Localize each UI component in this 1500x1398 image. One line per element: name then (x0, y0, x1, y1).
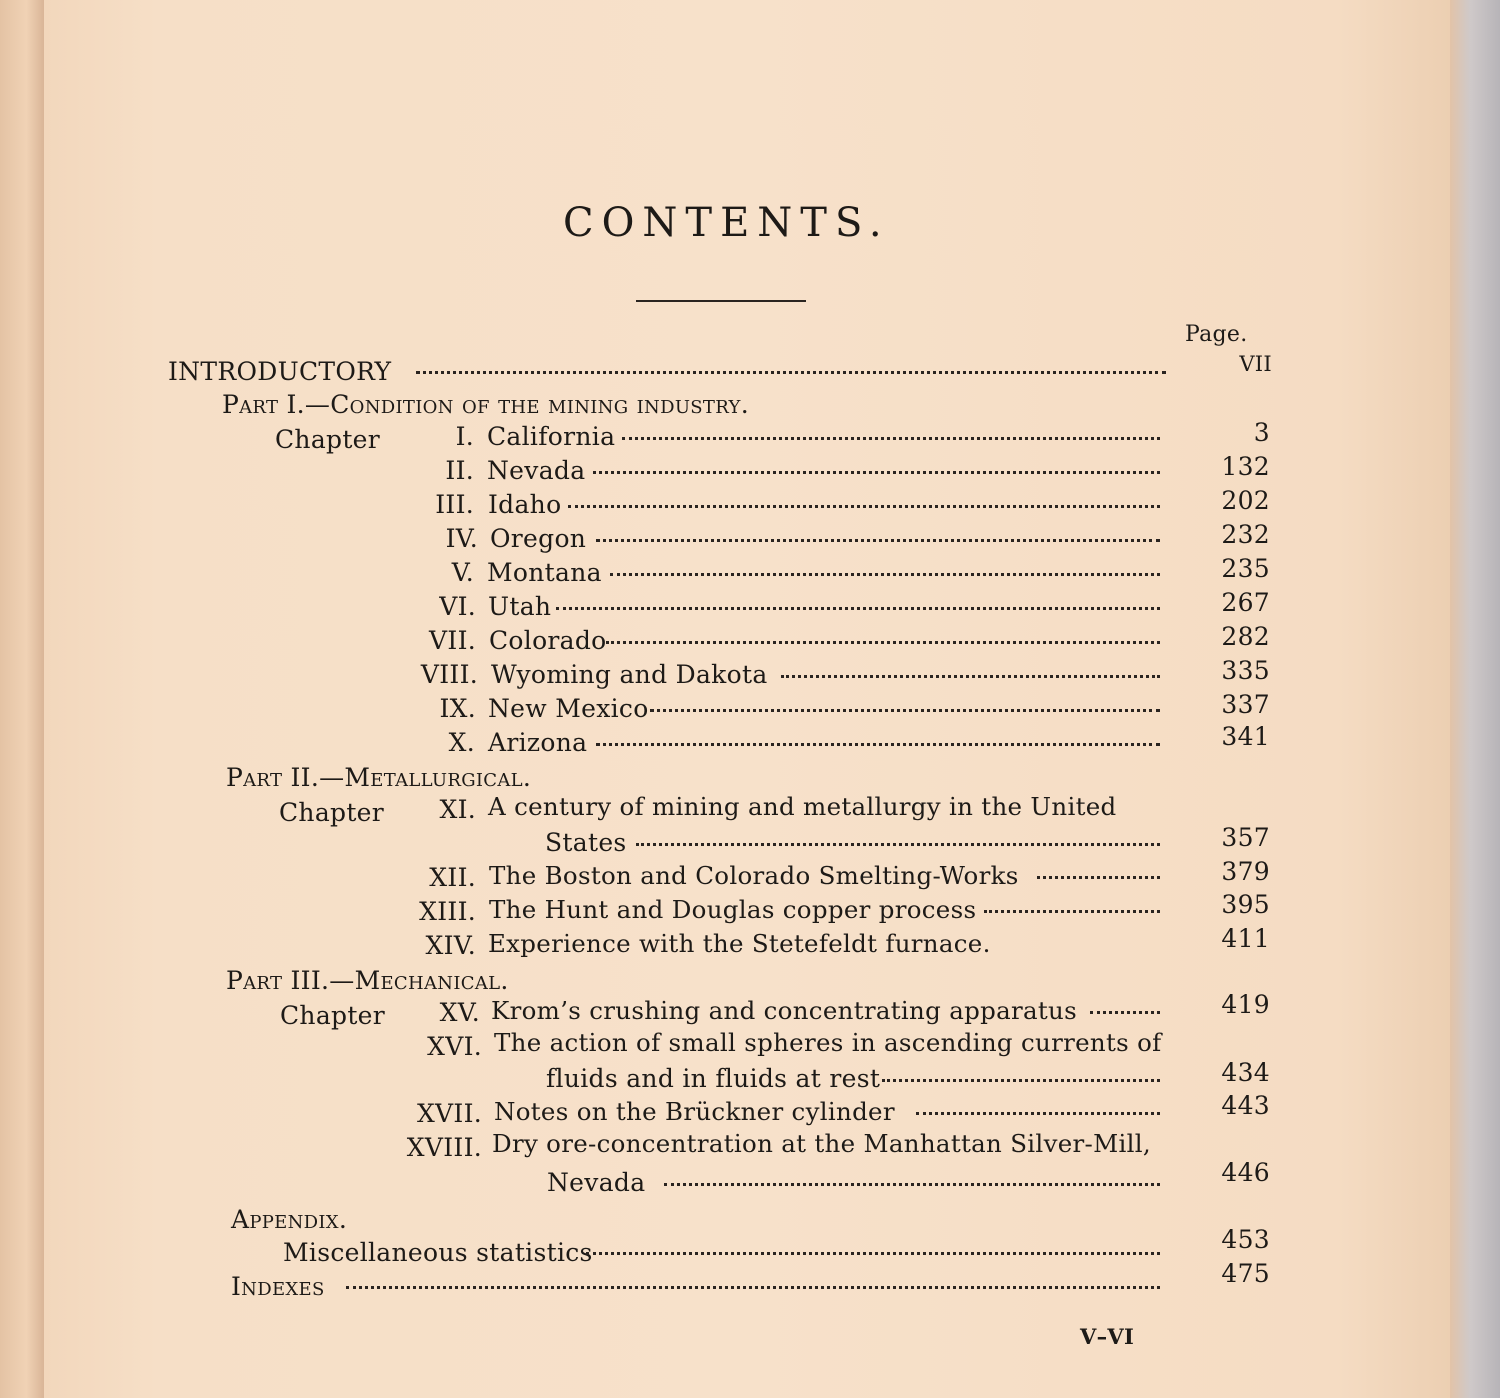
page-number: 202 (1221, 486, 1270, 515)
chapter-word: Chapter (275, 425, 381, 454)
page-number: 267 (1221, 588, 1270, 617)
chapter-number: III. (435, 490, 474, 519)
chapter-title: Utah (488, 592, 552, 621)
chapter-title: Notes on the Brückner cylinder (494, 1097, 895, 1126)
dot-leader (586, 1248, 1160, 1255)
chapter-number: XVII. (416, 1099, 482, 1128)
dot-leader (416, 367, 1166, 374)
page-column-header: Page. (1185, 322, 1248, 347)
page-number: 337 (1221, 690, 1270, 719)
book-gutter (0, 0, 44, 1398)
chapter-title: Colorado (489, 626, 607, 655)
page-number: 341 (1221, 722, 1270, 751)
chapter-title-line2: fluids and in fluids at rest (546, 1064, 881, 1093)
chapter-title: Idaho (488, 490, 562, 519)
page-number: 132 (1221, 452, 1270, 481)
page-number: 395 (1221, 890, 1270, 919)
part3-heading: Part III.—Mechanical. (226, 966, 509, 995)
dot-leader (346, 1282, 1160, 1289)
chapter-title: Experience with the Stetefeldt furnace. (488, 929, 991, 958)
chapter-number: XVI. (427, 1032, 482, 1061)
page-footer: V–VI (1080, 1324, 1135, 1349)
chapter-number: VI. (439, 592, 476, 621)
chapter-number: XI. (439, 795, 476, 824)
dot-leader (606, 637, 1160, 644)
dot-leader (593, 467, 1160, 474)
dot-leader (882, 1075, 1160, 1082)
dot-leader (916, 1108, 1160, 1115)
chapter-number: IX. (439, 694, 476, 723)
dot-leader (568, 501, 1160, 508)
page-number: 357 (1221, 823, 1270, 852)
chapter-title: The Boston and Colorado Smelting-Works (489, 861, 1019, 890)
dot-leader (622, 433, 1160, 440)
chapter-title-line1: Dry ore-concentration at the Manhattan Silver-Mill, (492, 1129, 1151, 1158)
chapter-word: Chapter (279, 798, 385, 827)
appendix-heading: Appendix. (231, 1205, 348, 1234)
chapter-number: XIII. (419, 897, 476, 926)
part1-heading: Part I.—Condition of the mining industry. (222, 390, 749, 419)
page-number: 235 (1221, 554, 1270, 583)
page-number: 453 (1221, 1225, 1270, 1254)
appendix-item: Miscellaneous statistics (283, 1238, 593, 1267)
page-number: 411 (1221, 924, 1270, 953)
chapter-number: XII. (429, 863, 476, 892)
chapter-title-line1: A century of mining and metallurgy in the United (488, 792, 1117, 821)
indexes-heading: Indexes (231, 1272, 325, 1301)
chapter-number: IV. (445, 524, 478, 553)
page-number: 282 (1221, 622, 1270, 651)
page-number: 434 (1221, 1058, 1270, 1087)
chapter-title: Krom’s crushing and concentrating apparatus (491, 996, 1077, 1025)
dot-leader (556, 603, 1160, 610)
chapter-title: Arizona (488, 728, 588, 757)
page-number: 379 (1221, 857, 1270, 886)
chapter-title: Wyoming and Dakota (491, 660, 768, 689)
dot-leader (596, 739, 1160, 746)
page-edge (1450, 0, 1500, 1398)
introductory-label: INTRODUCTORY (168, 357, 392, 386)
dot-leader (1090, 1007, 1160, 1014)
page-number: 335 (1221, 656, 1270, 685)
chapter-number: X. (448, 728, 475, 757)
dot-leader (984, 906, 1160, 913)
dot-leader (610, 569, 1160, 576)
dot-leader (1037, 872, 1160, 879)
chapter-title: Oregon (490, 524, 587, 553)
chapter-title: Nevada (487, 456, 586, 485)
chapter-title: California (487, 422, 616, 451)
chapter-title: New Mexico (488, 694, 649, 723)
chapter-title-line2: Nevada (547, 1168, 646, 1197)
dot-leader (781, 671, 1160, 678)
chapter-title-line1: The action of small spheres in ascending currents of (494, 1028, 1162, 1057)
chapter-number: V. (451, 558, 474, 587)
page-number: 443 (1221, 1091, 1270, 1120)
chapter-number: VII. (429, 626, 476, 655)
dot-leader (636, 839, 1160, 846)
chapter-number: VIII. (420, 660, 478, 689)
dot-leader (596, 535, 1160, 542)
chapter-number: I. (455, 422, 474, 451)
chapter-title: Montana (487, 558, 602, 587)
chapter-number: XVIII. (406, 1133, 482, 1162)
dot-leader (650, 705, 1160, 712)
page-number: 446 (1221, 1158, 1270, 1187)
chapter-number: XV. (439, 998, 480, 1027)
chapter-title-line2: States (545, 828, 627, 857)
page-number: 475 (1221, 1259, 1270, 1288)
page-title: CONTENTS. (563, 200, 890, 246)
page-number: 232 (1221, 520, 1270, 549)
page-number: 419 (1221, 990, 1270, 1019)
chapter-number: II. (445, 456, 474, 485)
chapter-word: Chapter (280, 1001, 386, 1030)
page-number: 3 (1253, 418, 1270, 447)
chapter-number: XIV. (425, 931, 476, 960)
part2-heading: Part II.—Metallurgical. (226, 763, 532, 792)
dot-leader (664, 1179, 1160, 1186)
chapter-title: The Hunt and Douglas copper process (489, 895, 977, 924)
introductory-page: VII (1239, 352, 1272, 376)
title-rule (636, 300, 806, 302)
